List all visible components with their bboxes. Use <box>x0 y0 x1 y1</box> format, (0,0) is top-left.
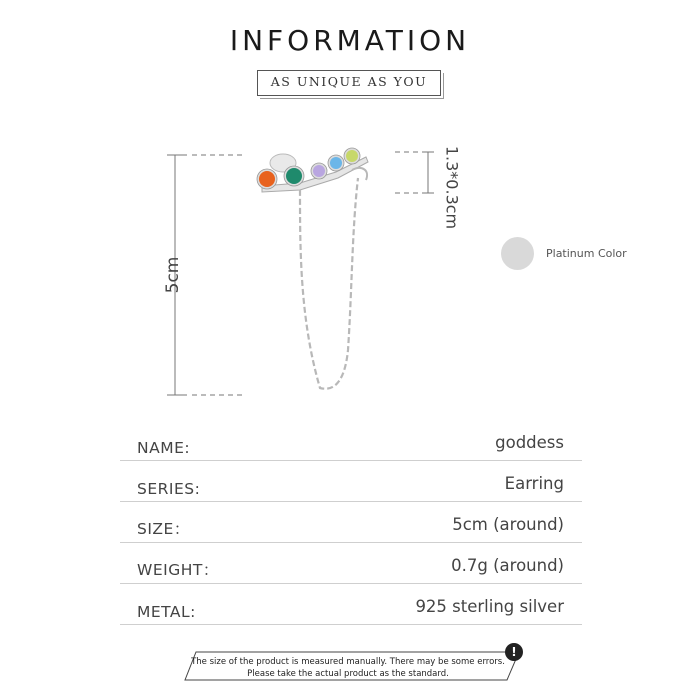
spec-key: WEIGHT： <box>137 561 219 579</box>
earring-bar <box>262 154 368 192</box>
spec-row-metal <box>120 584 582 625</box>
gem-setting <box>284 166 304 186</box>
spec-key: SIZE： <box>137 520 190 538</box>
spec-value: Earring <box>504 474 564 493</box>
spec-value: 925 sterling silver <box>415 597 564 616</box>
gem-setting <box>344 148 360 164</box>
spec-row-series <box>120 461 582 502</box>
page-subtitle: AS UNIQUE AS YOU <box>270 74 428 89</box>
gem-stones <box>257 148 360 189</box>
chain-hook <box>352 168 367 180</box>
spec-row-name <box>120 420 582 461</box>
disclaimer-note <box>188 656 508 680</box>
disclaimer-line-1: The size of the product is measured manually. There may be some errors. <box>191 657 505 667</box>
spec-row-size <box>120 502 582 543</box>
gem-stone <box>330 157 342 169</box>
spec-row-weight <box>120 543 582 584</box>
gem-stone <box>286 168 302 184</box>
chain <box>300 178 358 389</box>
spec-key: METAL: <box>137 603 196 621</box>
color-swatch[interactable] <box>501 237 534 270</box>
stone-size-label: 1.3*0.3cm <box>442 145 462 230</box>
gem-setting <box>257 169 277 189</box>
exclamation-icon: ! <box>505 643 523 661</box>
spec-key: NAME: <box>137 439 191 457</box>
spec-table <box>120 420 582 625</box>
color-label: Platinum Color <box>546 247 627 260</box>
stone-dimension-line <box>395 152 434 193</box>
spec-key: SERIES: <box>137 480 201 498</box>
page-title: INFORMATION <box>229 24 471 57</box>
spec-value: 5cm (around) <box>452 515 564 534</box>
gem-stone <box>346 150 358 162</box>
gem-stone <box>259 171 275 187</box>
length-label: 5cm <box>163 256 183 294</box>
gem-setting <box>328 155 344 171</box>
spec-value: goddess <box>495 433 564 452</box>
gem-stone <box>313 165 325 177</box>
spec-value: 0.7g (around) <box>451 556 564 575</box>
disclaimer-line-2: Please take the actual product as the standard. <box>247 669 449 679</box>
gem-setting <box>311 163 327 179</box>
